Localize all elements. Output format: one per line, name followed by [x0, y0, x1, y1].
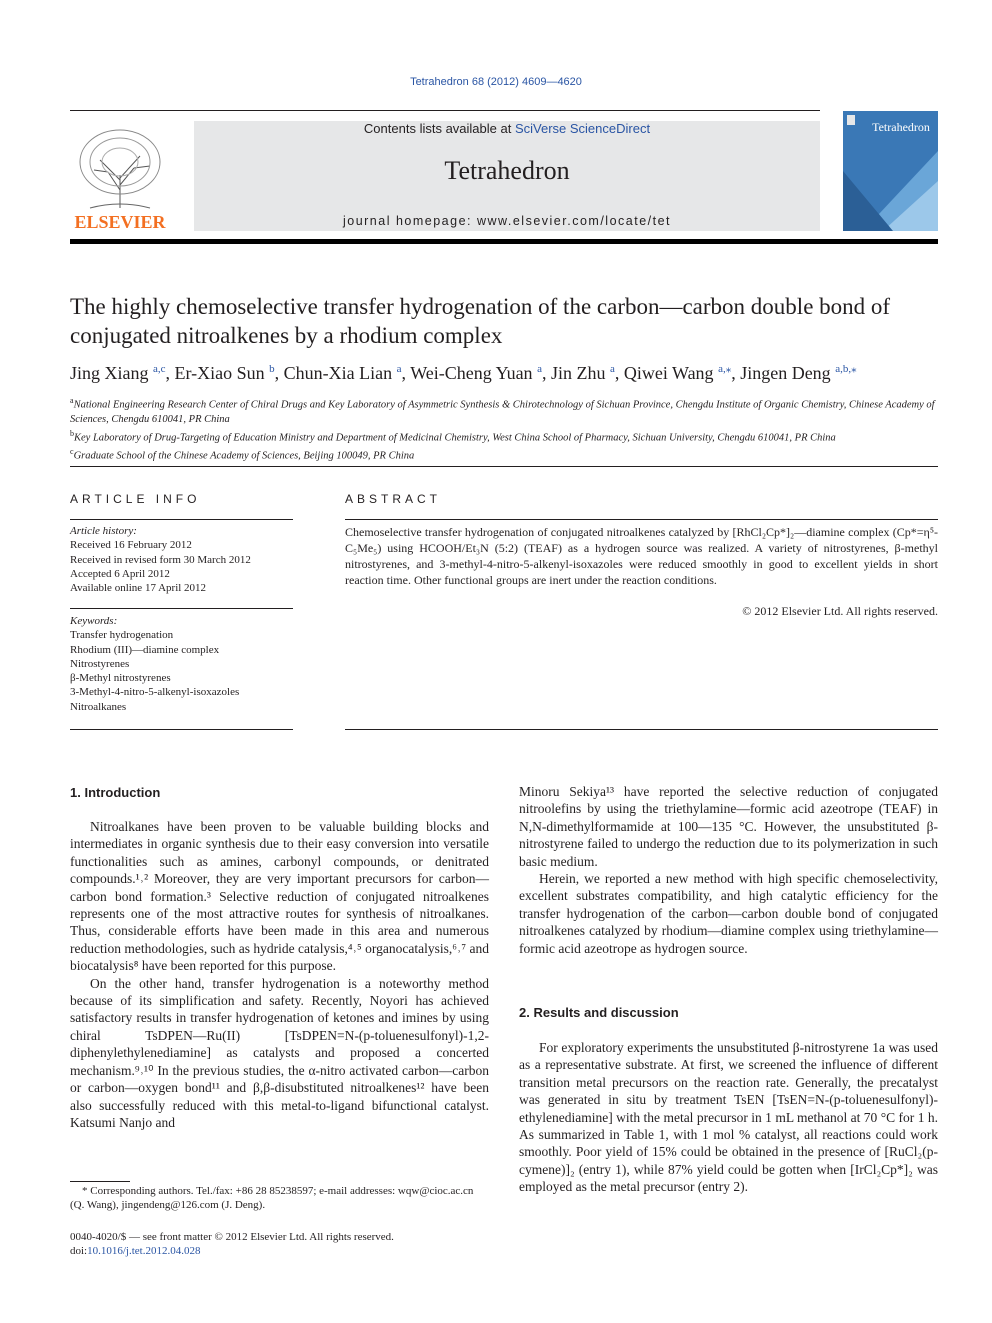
keyword-item: Transfer hydrogenation — [70, 629, 174, 642]
author-affiliation-mark[interactable]: a,c — [153, 363, 166, 375]
abstract-copyright: © 2012 Elsevier Ltd. All rights reserved. — [742, 604, 938, 618]
header-thick-rule — [70, 239, 938, 244]
history-item: Available online 17 April 2012 — [70, 582, 207, 595]
author-name[interactable]: Wei-Cheng Yuan $^a$ — [410, 363, 542, 383]
corresponding-author-note: * Corresponding authors. Tel./fax: +86 28 85238597; e-mail addresses: wqw@cioc.ac.cn (Q. Wang), jingendeng@126.com (J. Deng). — [70, 1185, 474, 1211]
author-affiliation-mark[interactable]: a,⁎ — [718, 363, 732, 375]
abstract-rule-2 — [345, 729, 938, 730]
info-rule-1 — [70, 519, 293, 520]
author-name[interactable]: Er-Xiao Sun $^b$ — [174, 363, 275, 383]
right-column-top — [519, 783, 938, 957]
left-column — [70, 818, 489, 1131]
info-rule-3 — [70, 729, 293, 730]
abstract-rule-1 — [345, 519, 938, 520]
history-list — [70, 538, 300, 595]
info-rule-2 — [70, 608, 293, 609]
intro-paragraph-3: Minoru Sekiya¹³ have reported the selective reduction of conjugated nitroolefins by using the triethylamine—formic acid azeotrope (TEAF) in N,N-dimethylformamide at 100—135 °C. However, the unsubstituted β-nitrostyrene failed to undergo the reduction due to its polymerization in such basic medium. — [519, 784, 938, 869]
introduction-heading: 1. Introduction — [70, 785, 161, 800]
intro-paragraph-4: Herein, we reported a new method with high specific chemoselectivity, excellent substrates compatibility, and high catalytic efficiency for the transfer hydrogenation of the carbon—carbon double bond of conjugated nitroalkenes catalyzed by rhodium—diamine complex using triethylamine—formic acid azeotrope as hydrogen source. — [519, 871, 938, 956]
results-column — [519, 1039, 938, 1196]
history-item: Received 16 February 2012 — [70, 539, 192, 552]
cover-title: Tetrahedron — [872, 120, 930, 134]
keyword-item: Nitrostyrenes — [70, 657, 130, 670]
journal-citation[interactable]: Tetrahedron 68 (2012) 4609—4620 — [410, 76, 582, 88]
keyword-list — [70, 628, 300, 714]
affiliation-item: $^b$Key Laboratory of Drug-Targeting of Education Ministry and Department of Medicinal Chemistry, West China School of Pharmacy, Sichuan University, Chengdu 610041, PR China — [70, 428, 836, 443]
history-item: Accepted 6 April 2012 — [70, 567, 170, 580]
keyword-item: β-Methyl nitrostyrenes — [70, 672, 171, 685]
front-matter-rule — [70, 466, 938, 467]
author-affiliation-mark[interactable]: a — [609, 363, 615, 375]
results-paragraph-1: For exploratory experiments the unsubstituted β-nitrostyrene 1a was used as a representative substrate. At first, we screened the influence of different transition metal precursors on the reaction rate. Generally, the precatalyst was generated in situ by treatment TsEN [TsEN=N-(p-toluenesulfonyl)-ethylenediamine] with the metal precursor in 1 mL methanol at 70 °C for 1 h. As summarized in Table 1, with 1 mol % catalyst, all reactions could work smoothly. Poor yield of 15% could be obtained in the presence of [RuCl₂(p-cymene)]₂ (entry 1), while 87% yield could be gotten when [IrCl₂Cp*]₂ was employed as the metal precursor (entry 2). — [519, 1040, 938, 1195]
issn-line: 0040-4020/$ — see front matter © 2012 Elsevier Ltd. All rights reserved. — [70, 1231, 394, 1243]
journal-title: Tetrahedron — [444, 156, 570, 185]
author-name[interactable]: Jingen Deng $^{a,b,⁎}$ — [740, 363, 857, 383]
abstract-text: Chemoselective transfer hydrogenation of conjugated nitroalkenes catalyzed by [RhCl₂Cp*]₂—diamine complex (Cp*=η⁵-C₅Me₅) using HCOOH/Et₃N (5:2) (TEAF) as a hydrogen source was realized. A variety of nitrostyrenes, β-methyl nitrostyrenes, and 3-methyl-4-nitro-5-alkenyl-isoxazoles were reduced smoothly in good to excellent yields in short reaction time. Other functional groups are inert under the reaction conditions. — [345, 525, 938, 587]
journal-homepage[interactable]: journal homepage: www.elsevier.com/locate/tet — [342, 214, 672, 228]
article-history — [70, 524, 300, 595]
affiliation-item: $^c$Graduate School of the Chinese Academy of Sciences, Beijing 100049, PR China — [70, 447, 415, 462]
history-item: Received in revised form 30 March 2012 — [70, 553, 251, 566]
elsevier-wordmark: ELSEVIER — [74, 212, 166, 232]
article-title: The highly chemoselective transfer hydrogenation of the carbon—carbon double bond of conjugated nitroalkenes by a rhodium complex — [70, 294, 891, 348]
author-affiliation-mark[interactable]: b — [269, 363, 275, 375]
header-rule — [70, 110, 820, 111]
author-affiliation-mark[interactable]: a — [396, 363, 402, 375]
keyword-item: Rhodium (III)—diamine complex — [70, 643, 220, 656]
intro-paragraph-1: Nitroalkanes have been proven to be valuable building blocks and intermediates in organic synthesis due to their easy conversion into versatile functionalities such as amines, carbonyl compounds, or denitrated compounds.¹˒² Moreover, they are very important precursors for carbon—carbon bond formation.³ Selective reduction of conjugated nitroalkenes represents one of the most attractive routes for synthesis of nitroalkanes. Thus, considerable efforts have been made in this area and numerous reduction methodologies, such as hydride catalysis,⁴˒⁵ organocatalysis,⁶˒⁷ and biocatalysis⁸ have been reported for this purpose. — [70, 819, 489, 974]
doi-line: doi:10.1016/j.tet.2012.04.028 — [70, 1245, 201, 1257]
journal-cover-image[interactable] — [843, 111, 938, 231]
footnote-rule — [70, 1181, 130, 1182]
history-label: Article history: — [70, 525, 137, 537]
author-affiliation-mark[interactable]: a — [537, 363, 542, 375]
author-list: Jing Xiang $^{a,c}$, Er-Xiao Sun $^b$, Chun-Xia Lian $^a$, Wei-Cheng Yuan $^a$, Jin Zhu $^a$, Qiwei Wang $^{a,⁎}$, Jingen Deng $^{a,b,⁎}$ — [70, 363, 857, 383]
sciencedirect-link[interactable]: SciVerse ScienceDirect — [514, 121, 651, 136]
author-name[interactable]: Jin Zhu $^a$ — [550, 363, 615, 383]
intro-paragraph-2: On the other hand, transfer hydrogenation is a noteworthy method because of its simplification and safety. Recently, Noyori has achieved satisfactory results in transfer hydrogenation of ketones and imines by using chiral TsDPEN—Ru(II) [TsDPEN=N-(p-toluenesulfonyl)-1,2-diphenylethylenediamine] as catalysts and proposed a concerted mechanism.⁹˒¹⁰ In the previous studies, the α-nitro activated carbon—carbon or carbon—oxygen bond¹¹ and β,β-disubstituted nitroalkenes¹² have been also successfully reduced with this metal-to-ligand bifunctional catalyst. Katsumi Nanjo and — [70, 975, 489, 1130]
author-name[interactable]: Chun-Xia Lian $^a$ — [283, 363, 402, 383]
author-affiliation-mark[interactable]: a,b,⁎ — [835, 363, 857, 375]
keywords-label: Keywords: — [70, 615, 118, 627]
abstract-heading: ABSTRACT — [345, 492, 442, 506]
article-info-heading: ARTICLE INFO — [70, 492, 201, 506]
affiliation-item: $^a$National Engineering Research Center of Chiral Drugs and Key Laboratory of Asymmetric Synthesis & Chirotechnology of Sichuan Province, Chengdu Institute of Organic Chemistry, Chinese Academy of Sciences, Chengdu 610041, PR China — [70, 396, 935, 425]
doi-link[interactable]: 10.1016/j.tet.2012.04.028 — [87, 1245, 201, 1257]
keyword-item: 3-Methyl-4-nitro-5-alkenyl-isoxazoles — [70, 686, 240, 699]
contents-line: Contents lists available at SciVerse ScienceDirect — [363, 121, 651, 136]
keywords — [70, 614, 300, 714]
keyword-item: Nitroalkanes — [70, 700, 127, 713]
author-name[interactable]: Jing Xiang $^{a,c}$ — [70, 363, 166, 383]
results-heading: 2. Results and discussion — [519, 1005, 679, 1020]
affiliations — [70, 394, 938, 464]
author-name[interactable]: Qiwei Wang $^{a,⁎}$ — [623, 363, 732, 383]
issn-block — [70, 1230, 489, 1258]
elsevier-logo[interactable] — [70, 120, 170, 232]
tree-icon — [80, 130, 160, 208]
